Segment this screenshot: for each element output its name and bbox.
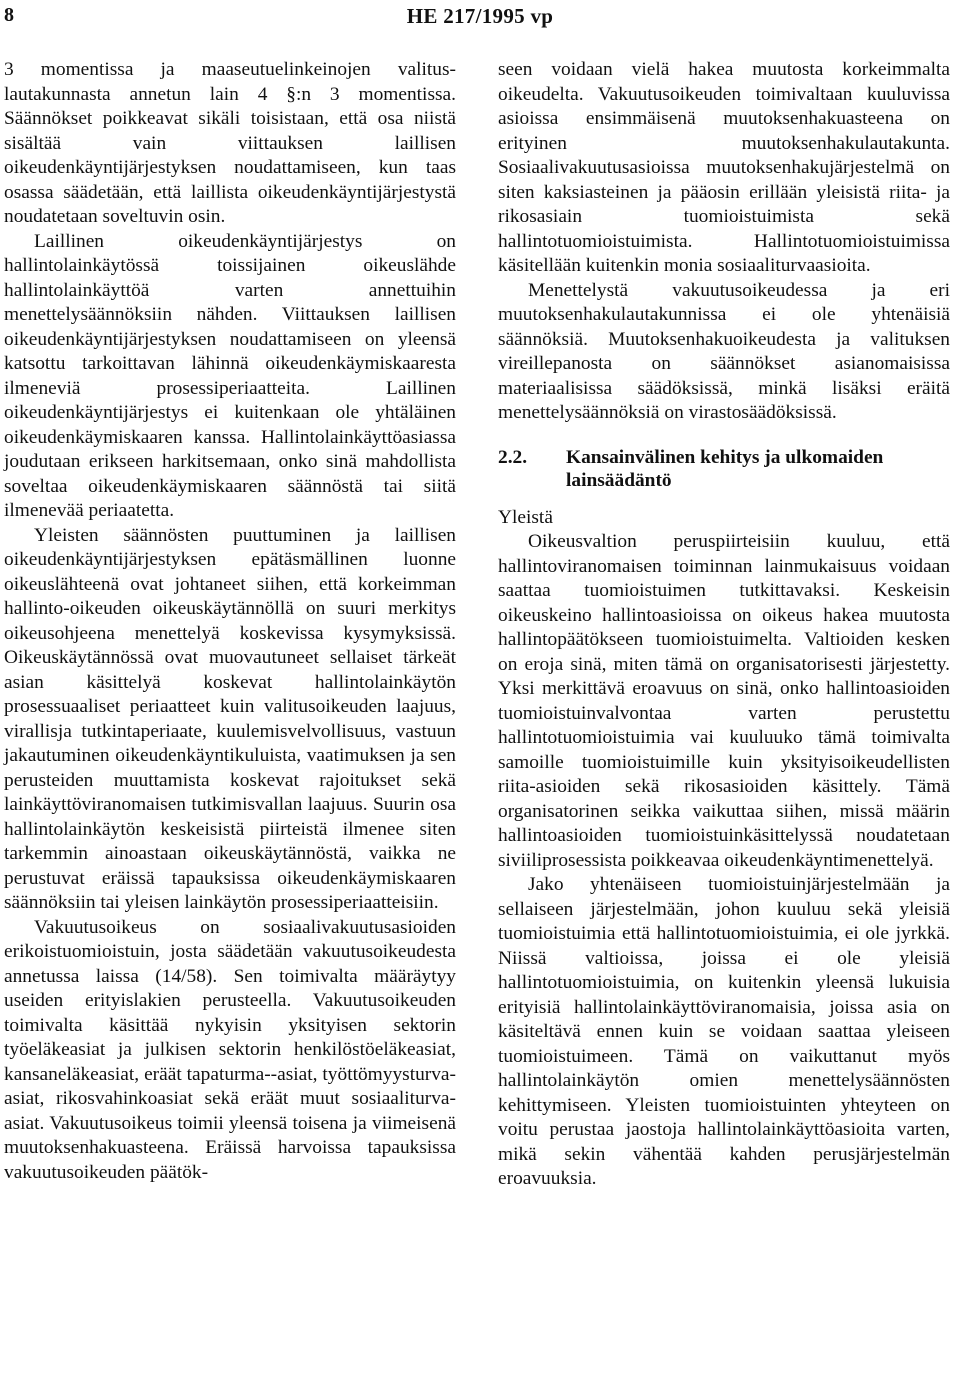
paragraph: Menettelystä vakuutusoikeudessa ja eri muutoksenhakulautakunnissa ei ole yhtenäisiä säännöksiä. Muutoksenhakuoikeudesta ja valituksen vireillepanosta on säännökset asianomaisissa materiaalisissa säädöksissä, minkä lisäksi eräitä menettelysäännöksiä on virastosäädöksissä. [498,279,950,423]
paragraph: seen voidaan vielä hakea muutosta korkeimmalta oikeudelta. Vakuutusoikeuden toimivaltaan kuuluvissa asioissa ensimmäisenä muutoksenhakuasteena on erityinen muutoksenhakulautakunta. Sosiaalivakuutusasioissa muutoksenhakujärjestelmä on siten kaksiasteinen ja pääosin erillään yleisistä riita- ja rikosasiain tuomioistuimista sekä hallintotuomioistuimista. Hallintotuomioistuimissa käsitellään kuitenkin monia sosiaaliturvaasioita. [498,59,950,276]
page-header [4,4,956,30]
document-id: HE 217/1995 vp [406,4,554,28]
paragraph: Yleisten säännösten puuttuminen ja laillisen oikeudenkäyntijärjestyksen epätäsmällinen luonne oikeuslähteenä ovat johtaneet siihen, että korkeimman hallinto-oikeuden oikeuskäytännöllä on suuri merkitys oikeusohjeena menettelyä koskevissa kysymyksissä. Oikeuskäytännössä ovat muovautuneet sellaiset tärkeät asian käsittelyä koskevat hallintolainkäytön prosessuaaliset periaatteet kuin valitusoikeuden laajuus, virallisja tutkintaperiaate, kuulemisvelvollisuus, vastuun jakautuminen oikeudenkäyntikuluista, vaatimuksen ja sen perusteiden muuttamista koskevat rajoitukset sekä lainkäyttöviranomaisen tutkimisvallan laajuus. Suurin osa hallintolainkäytön keskeisistä piirteistä ilmenee siten tarkemmin ainoastaan oikeuskäytännöstä, vaikka ne perustuvat eräissä tapauksissa oikeudenkäymiskaaren säännöksiin tai yleisen lainkäytön prosessiperiaatteisiin. [4,524,456,913]
paragraph: Jako yhtenäiseen tuomioistuinjärjestelmään ja sellaiseen järjestelmään, johon kuuluu sekä yleisiä tuomioistuimia että hallintotuomioistuimia, ei ole jyrkkä. Niissä valtioissa, joissa ei ole yleisiä hallintotuomioistuimia, on kuitenkin yleensä lukuisia erityisiä hallintolainkäyttöviranomaisia, joissa asia on käsiteltävä ennen kuin se voidaan saattaa yleiseen tuomioistuimeen. Tämä on vaikuttanut myös hallintolainkäytön omien menettelysäännösten kehittymiseen. Yleisten tuomioistuinten yhteyteen on voitu perustaa jaostoja hallintolainkäyttöasioita varten, mikä sekin vähentää kahden perusjärjestelmän eroavuuksia. [498,874,950,1189]
paragraph: 3 momentissa ja maaseutuelinkeinojen valituslautakunnasta annetun lain 4 §:n 3 momentissa. Säännökset poikkeavat sikäli toisistaan, että osa niistä sisältää vain viittauksen laillisen oikeudenkäyntijärjestyksen noudattamiseen, kun taas osassa säädetään, että laillista oikeudenkäyntijärjestystä noudatetaan soveltuvin osin. [4,59,456,227]
section-heading [498,446,950,492]
left-column [4,58,456,1185]
paragraph: Oikeusvaltion peruspiirteisiin kuuluu, että hallintoviranomaisen toiminnan lainmukaisuus voidaan saattaa tuomioistuimen tutkittavaksi. Keskeisin oikeuskeino hallintoasioissa on oikeus hakea muutosta hallintopäätökseen tuomioistuimelta. Valtioiden kesken on eroja sinä, miten tämä on organisatorisesti järjestetty. Yksi merkittävä eroavuus on sinä, onko hallintoasioiden tuomioistuinvalvontaa varten perustettu hallintotuomioistuimia vai kuuluuko tämä toimivalta samoille tuomioistuimille kuin yksityisoikeudellisten riita-asioiden sekä rikosasioiden käsittely. Tämä organisatorinen seikka vaikuttaa siihen, missä määrin hallintoasioiden tuomioistuinkäsittelyssä noudatetaan siviiliprosessista poikkeavaa oikeudenkäyntimenettelyä. [498,531,950,871]
section-title: Kansainvälinen kehitys ja ulkomaiden lainsäädäntö [566,446,884,491]
right-column [498,58,950,1192]
section-number: 2.2. [498,446,528,468]
subheading: Yleistä [498,506,553,528]
paragraph: Laillinen oikeudenkäyntijärjestys on hallintolainkäytössä toissijainen oikeuslähde hallintolainkäyttöä varten annettuihin menettelysäännöksiin nähden. Viittauksen laillisen oikeudenkäyntijärjestyksen noudattamiseen on yleensä katsottu tarkoittavan lähinnä oikeudenkäymiskaaresta ilmeneviä prosessiperiaatteita. Laillinen oikeudenkäyntijärjestys ei kuitenkaan ole yhtäläinen oikeudenkäymiskaaren kanssa. Hallintolainkäyttöasiassa joudutaan erikseen harkitsemaan, onko sinä mahdollista soveltaa oikeudenkäymiskaaren säännöstä tai siitä ilmenevää periaatetta. [4,230,456,521]
paragraph: Vakuutusoikeus on sosiaalivakuutusasioiden erikoistuomioistuin, josta säädetään vakuutusoikeudesta annetussa laissa (14/58). Sen toimivalta määräytyy useiden erityislakien perusteella. Vakuutusoikeuden toimivalta käsittää nykyisin yksityisen sektorin työeläkeasiat ja julkisen sektorin henkilöstöeläkeasiat, kansaneläkeasiat, eräät tapaturma--asiat, työttömyysturva-asiat, rikosvahinkoasiat sekä eräät muut sosiaaliturva-asiat. Vakuutusoikeus toimii yleensä toisena ja viimeisenä muutoksenhakuasteena. Eräissä harvoissa tapauksissa vakuutusoikeuden päätök- [4,916,456,1183]
page-number: 8 [4,4,14,26]
